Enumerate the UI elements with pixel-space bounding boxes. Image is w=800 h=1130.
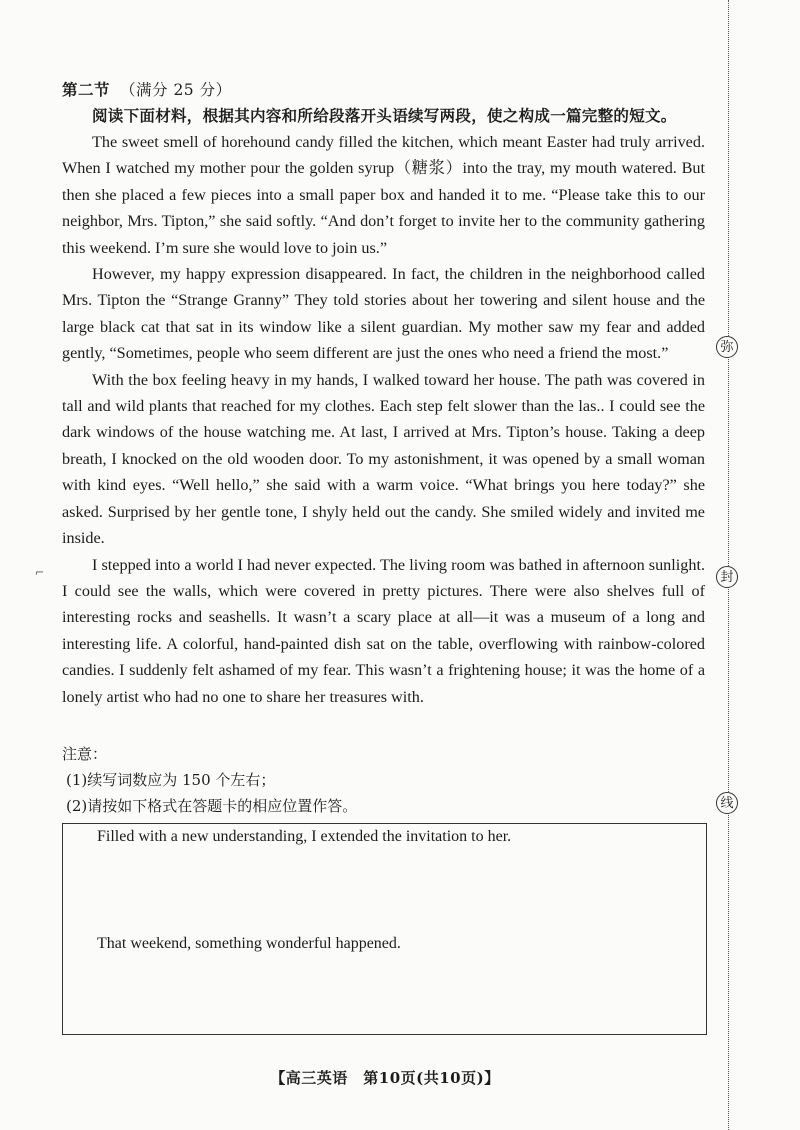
section-title: 第二节	[62, 80, 111, 99]
margin-mark: ⌐	[35, 566, 45, 579]
answer-box	[62, 823, 707, 1035]
note-item-word-count: (1)续写词数应为 150 个左右；	[66, 771, 276, 789]
note-item-answer-format: (2)请按如下格式在答题卡的相应位置作答。	[66, 797, 358, 815]
passage-paragraph: With the box feeling heavy in my hands, I walked toward her house. The path was covered in tall and wild plants that reached for my clothes. Each step felt slower than the las.. I could see the dark windows of the house watching me. At last, I arrived at Mrs. Tipton’s house. Taking a deep breath, I knocked on the old wooden door. To my astonishment, it was opened by a small woman with kind eyes. “Well hello,” she said with a warm voice. “What brings you here today?” she asked. Surprised by her gentle tone, I shyly held out the candy. She smiled widely and invited me inside.	[62, 370, 705, 548]
section-points: （满分 25 分）	[120, 81, 232, 99]
binding-mark-feng: 封	[716, 566, 738, 588]
passage-paragraph: The sweet smell of horehound candy filled the kitchen, which meant Easter had truly arrived. When I watched my mother pour the golden syrup（糖浆）into the tray, my mouth watered. But then she placed a few pieces into a small paper box and handed it to me. “Please take this to our neighbor, Mrs. Tipton,” she said softly. “And don’t forget to invite her to the community gathering this weekend. I’m sure she would love to join us.”	[62, 133, 705, 257]
reading-passage	[62, 129, 705, 710]
continuation-prompt-1: Filled with a new understanding, I extended the invitation to her.	[97, 828, 512, 845]
binding-mark-xian: 线	[716, 792, 738, 814]
notes-section	[62, 741, 357, 819]
passage-paragraph: I stepped into a world I had never expected. The living room was bathed in afternoon sunlight. I could see the walls, which were covered in pretty pictures. There were also shelves full of interesting rocks and seashells. It wasn’t a scary place at all—it was a museum of a long and interesting life. A colorful, hand-painted dish sat on the table, overflowing with rainbow-colored candies. I suddenly felt ashamed of my fear. This wasn’t a frightening house; it was the home of a lonely artist who had no one to share her treasures with.	[62, 555, 705, 706]
instruction-text: 阅读下面材料，根据其内容和所给段落开头语续写两段，使之构成一篇完整的短文。	[92, 106, 677, 125]
binding-dotted-line	[728, 0, 729, 1130]
passage-paragraph: However, my happy expression disappeared. In fact, the children in the neighborhood called Mrs. Tipton the “Strange Granny” They told stories about her towering and silent house and the large black cat that sat in its window like a silent guardian. My mother saw my fear and added gently, “Sometimes, people who seem different are just the ones who need a friend the most.”	[62, 265, 705, 363]
notes-title: 注意：	[62, 745, 108, 763]
continuation-prompt-2: That weekend, something wonderful happened.	[97, 935, 401, 952]
binding-mark-mi: 弥	[716, 336, 738, 358]
page-footer: 【高三英语 第10页(共10页)】	[270, 1069, 500, 1087]
section-heading	[62, 78, 232, 100]
